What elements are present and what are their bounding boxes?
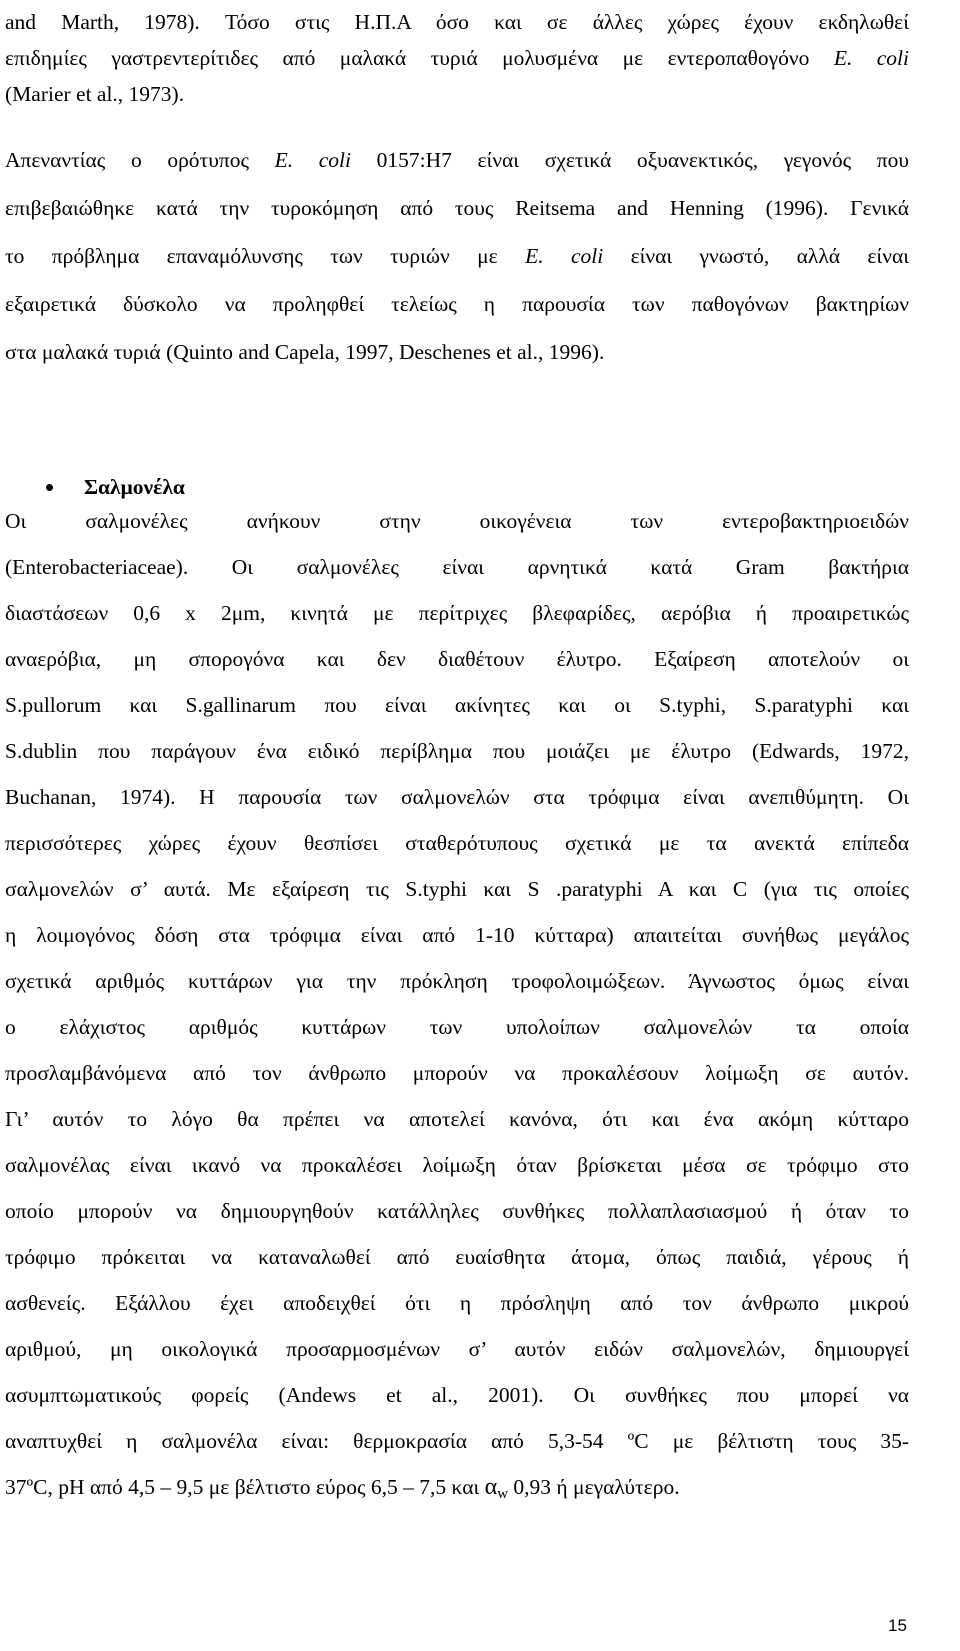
bullet-icon: [46, 484, 53, 491]
text-line: εξαιρετικά δύσκολο να προληφθεί τελείως η παρουσία των παθογόνων βακτηρίων: [5, 292, 909, 316]
text-line: (Marier et al., 1973).: [5, 82, 185, 106]
text-run: 0157:H7 είναι σχετικά οξυανεκτικός, γεγονός που: [351, 148, 910, 172]
text-line: διαστάσεων 0,6 x 2μm, κινητά με περίτριχες βλεφαρίδες, αερόβια ή προαιρετικώς: [5, 601, 909, 625]
text-line: στα μαλακά τυριά (Quinto and Capela, 1997, Deschenes et al., 1996).: [5, 340, 605, 364]
subscript: w: [497, 1486, 509, 1502]
text-line: οποίο μπορούν να δημιουργηθούν κατάλληλες συνθήκες πολλαπλασιασμού ή όταν το: [5, 1199, 909, 1223]
italic-term: E. coli: [274, 148, 351, 172]
italic-term: E. coli: [833, 46, 910, 70]
text-line: [5, 244, 909, 268]
text-line: επιβεβαιώθηκε κατά την τυροκόμηση από τους Reitsema and Henning (1996). Γενικά: [5, 196, 909, 220]
text-line: and Marth, 1978). Τόσο στις Η.Π.Α όσο και σε άλλες χώρες έχουν εκδηλωθεί: [5, 10, 909, 34]
text-line: σχετικά αριθμός κυττάρων για την πρόκληση τροφολοιμώξεων. Άγνωστος όμως είναι: [5, 969, 909, 993]
text-line: [5, 148, 909, 172]
text-line: [5, 1475, 909, 1506]
text-line: αριθμού, μη οικολογικά προσαρμοσμένων σ’ αυτόν ειδών σαλμονελών, δημιουργεί: [5, 1337, 909, 1361]
text-line: προσλαμβάνόμενα από τον άνθρωπο μπορούν να προκαλέσουν λοίμωξη σε αυτόν.: [5, 1061, 909, 1085]
text-line: αναπτυχθεί η σαλμονέλα είναι: θερμοκρασία από 5,3-54 ºC με βέλτιστη τους 35-: [5, 1429, 909, 1453]
text-line: σαλμονελών σ’ αυτά. Με εξαίρεση τις S.typhi και S .paratyphi A και C (για τις οποίες: [5, 877, 909, 901]
text-line: ασυμπτωματικούς φορείς (Andews et al., 2001). Οι συνθήκες που μπορεί να: [5, 1383, 909, 1407]
text-line: τρόφιμο πρόκειται να καταναλωθεί από ευαίσθητα άτομα, όπως παιδιά, γέρους ή: [5, 1245, 909, 1269]
text-line: (Enterobacteriaceae). Οι σαλμονέλες είναι αρνητικά κατά Gram βακτήρια: [5, 555, 909, 579]
text-line: σαλμονέλας είναι ικανό να προκαλέσει λοίμωξη όταν βρίσκεται μέσα σε τρόφιμο στο: [5, 1153, 909, 1177]
text-line: Buchanan, 1974). Η παρουσία των σαλμονελών στα τρόφιμα είναι ανεπιθύμητη. Οι: [5, 785, 909, 809]
text-line: περισσότερες χώρες έχουν θεσπίσει σταθερότυπους σχετικά με τα ανεκτά επίπεδα: [5, 831, 909, 855]
text-run: είναι γνωστό, αλλά είναι: [603, 244, 909, 268]
text-run: το πρόβλημα επαναμόλυνσης των τυριών με: [5, 244, 526, 268]
text-line: αναερόβια, μη σπορογόνα και δεν διαθέτουν έλυτρο. Εξαίρεση αποτελούν οι: [5, 647, 909, 671]
italic-term: E. coli: [525, 244, 604, 268]
text-line: η λοιμογόνος δόση στα τρόφιμα είναι από 1-10 κύτταρα) απαιτείται συνήθως μεγάλος: [5, 923, 909, 947]
text-line: S.pullorum και S.gallinarum που είναι ακίνητες και οι S.typhi, S.paratyphi και: [5, 693, 909, 717]
text-run: 37ºC, pH από 4,5 – 9,5 με βέλτιστο εύρος 6,5 – 7,5 και: [5, 1475, 485, 1499]
text-line: S.dublin που παράγουν ένα ειδικό περίβλημα που μοιάζει με έλυτρο (Edwards, 1972,: [5, 739, 909, 763]
text-run: επιδημίες γαστρεντερίτιδες από μαλακά τυριά μολυσμένα με εντεροπαθογόνο: [5, 46, 834, 70]
text-run: 0,93 ή μεγαλύτερο.: [508, 1475, 680, 1499]
text-line: [5, 46, 909, 70]
text-line: Οι σαλμονέλες ανήκουν στην οικογένεια των εντεροβακτηριοειδών: [5, 509, 909, 533]
text-run: Απεναντίας ο ορότυπος: [5, 148, 275, 172]
section-heading: Σαλμονέλα: [84, 475, 185, 499]
water-activity-symbol: α: [484, 1474, 498, 1500]
text-line: ο ελάχιστος αριθμός κυττάρων των υπολοίπων σαλμονελών τα οποία: [5, 1015, 909, 1039]
text-line: Γι’ αυτόν το λόγο θα πρέπει να αποτελεί κανόνα, ότι και ένα ακόμη κύτταρο: [5, 1107, 909, 1131]
page-number: 15: [888, 1616, 907, 1635]
text-line: ασθενείς. Εξάλλου έχει αποδειχθεί ότι η πρόσληψη από τον άνθρωπο μικρού: [5, 1291, 909, 1315]
